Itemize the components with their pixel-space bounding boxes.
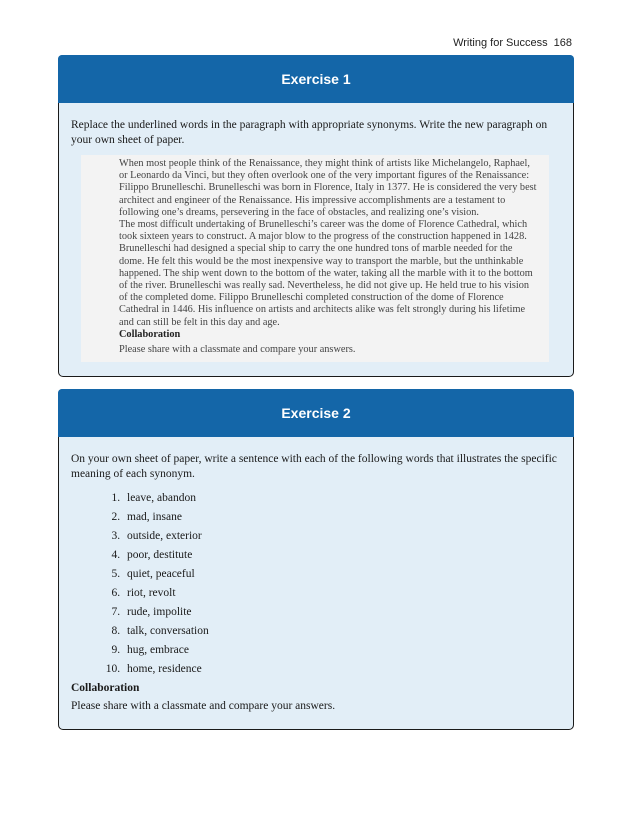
exercise-2-header [58,389,574,437]
list-item: 10. home, residence [123,660,561,679]
list-item: 5. quiet, peaceful [123,565,561,584]
exercise-2-body [59,437,573,712]
running-head [453,37,572,49]
exercise-1-passage [81,155,549,362]
collaboration-text: Please share with a classmate and compare your answers. [71,700,336,712]
exercise-1-instructions: Replace the underlined words in the paragraph with appropriate synonyms. Write the new paragraph on your own sheet of paper. [71,119,548,146]
exercise-1-header [58,55,574,103]
list-item: 6. riot, revolt [123,584,561,603]
list-item: 7. rude, impolite [123,603,561,622]
list-item: 9. hug, embrace [123,641,561,660]
collaboration-label: Collaboration [119,328,181,340]
list-item: 8. talk, conversation [123,622,561,641]
exercise-1-title: Exercise 1 [281,71,351,87]
page-number: 168 [553,37,572,49]
passage-paragraph-1: When most people think of the Renaissance, they might think of artists like Michelangelo, Raphael, or Leonardo da Vinci, but they often overlook one of the very important figures of the Renaissance: Filippo Brunelleschi. Brunelleschi was born in Florence, Italy in 1377. He is considered the very best architect and engineer of the Renaissance. His impressive accomplishments are a testament to following one’s dreams, persevering in the face of obstacles, and realizing one’s vision. [119,158,537,218]
exercise-1-box [58,55,574,377]
exercise-2-title: Exercise 2 [281,405,351,421]
list-item: 2. mad, insane [123,508,561,527]
list-item: 4. poor, destitute [123,546,561,565]
collaboration-text: Please share with a classmate and compare your answers. [119,344,356,356]
collaboration-label: Collaboration [71,682,140,694]
exercise-1-body [59,103,573,362]
passage-paragraph-2: The most difficult undertaking of Brunelleschi’s career was the dome of Florence Cathedral, which took sixteen years to construct. A major blow to the progress of the construction happened in 1428. Brunelleschi had designed a special ship to carry the one hundred tons of marble needed for the dome. He felt this would be the most inexpensive way to transport the marble, but the unthinkable happened. The ship went down to the bottom of the water, taking all the marble with it to the bottom of the river. Brunelleschi was really sad. Nevertheless, he did not give up. He held true to his vision of the completed dome. Filippo Brunelleschi completed construction of the dome of Florence Cathedral in 1446. His influence on artists and architects alike was felt strongly during his lifetime and can still be felt in this day and age. [119,219,533,328]
list-item: 1. leave, abandon [123,489,561,508]
list-item: 3. outside, exterior [123,527,561,546]
exercise-2-box [58,389,574,730]
book-title: Writing for Success [453,37,548,49]
synonym-list [71,489,561,679]
exercise-2-instructions: On your own sheet of paper, write a sentence with each of the following words that illustrates the specific meaning of each synonym. [71,453,557,480]
